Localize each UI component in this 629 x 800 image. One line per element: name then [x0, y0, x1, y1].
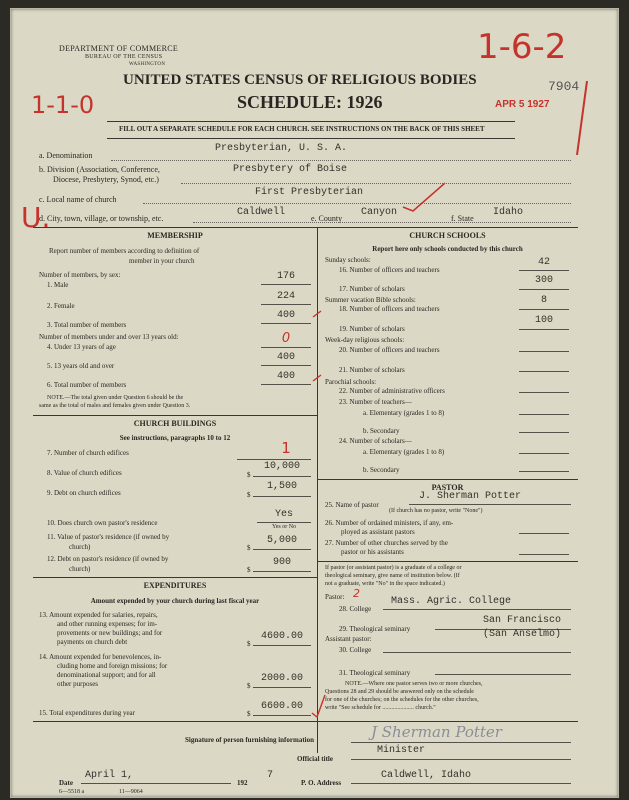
buildings-intro: See instructions, paragraphs 10 to 12	[119, 434, 231, 442]
q3-value: 400	[276, 310, 295, 321]
q21-label: 21. Number of scholars	[339, 366, 405, 374]
instructions: FILL OUT A SEPARATE SCHEDULE FOR EACH CHURCH. SEE INSTRUCTIONS ON THE BACK OF THIS SHEET	[119, 125, 485, 133]
q4-value: 0	[281, 331, 291, 346]
q23b-label: b. Secondary	[363, 427, 400, 435]
q14-label-3: denominational support; and for all	[57, 671, 156, 679]
pastor-mark: 2	[353, 587, 360, 600]
q19-label: 19. Number of scholars	[339, 325, 405, 333]
q14-label-2: cluding home and foreign missions; for	[57, 662, 168, 670]
q18-label: 18. Number of officers and teachers	[339, 305, 440, 313]
q5-value: 400	[276, 352, 295, 363]
q29-value-2: (San Anselmo)	[483, 629, 562, 640]
census-form	[10, 8, 619, 798]
pastor-note-2: Questions 28 and 29 should be answered only on the schedule	[325, 689, 474, 695]
q17-label: 17. Number of scholars	[339, 285, 405, 293]
pastor-heading: PASTOR	[431, 483, 464, 492]
annotation-top-right: 1-6-2	[477, 27, 567, 67]
county-label: e. County	[311, 214, 343, 223]
q13-label-2: and other running expenses; for im-	[57, 620, 158, 628]
summer-schools: Summer vacation Bible schools:	[325, 296, 416, 304]
q8-value: 10,000	[263, 461, 300, 472]
q27-label-1: 27. Number of other churches served by the	[325, 539, 448, 547]
q12-value: 900	[272, 557, 291, 568]
q3-label: 3. Total number of members	[47, 321, 127, 329]
date-label: Date	[59, 779, 73, 787]
division-label: b. Division (Association, Conference,	[39, 165, 160, 174]
q31-label: 31. Theological seminary	[339, 669, 411, 677]
q16-label: 16. Number of officers and teachers	[339, 266, 440, 274]
q8-label: 8. Value of church edifices	[47, 469, 122, 477]
q7-value: 1	[281, 439, 291, 457]
schools-intro: Report here only schools conducted by this church	[372, 245, 523, 253]
q7-label: 7. Number of church edifices	[47, 449, 129, 457]
q10-label: 10. Does church own pastor's residence	[47, 519, 158, 527]
q29-label: 29. Theological seminary	[339, 625, 411, 633]
q13-label-1: 13. Amount expended for salaries, repairs,	[39, 611, 158, 619]
membership-note-1: NOTE.—The total given under Question 6 should be the	[47, 395, 184, 401]
q9-label: 9. Debt on church edifices	[47, 489, 121, 497]
official-title: Minister	[377, 745, 426, 756]
q11-value: 5,000	[266, 535, 297, 546]
graduate-note-1: If pastor (or assistant pastor) is a graduate of a college or	[325, 565, 462, 571]
red-tick-marks	[311, 303, 325, 393]
year-digit: 7	[267, 770, 274, 781]
membership-note-2: same as the total of males and females given under Question 3.	[39, 403, 191, 409]
buildings-heading: CHURCH BUILDINGS	[133, 419, 217, 428]
check-mark-county	[399, 179, 449, 214]
q14-dollar: $	[247, 682, 251, 690]
q13-dollar: $	[247, 640, 251, 648]
membership-heading: MEMBERSHIP	[147, 231, 203, 240]
q20-label: 20. Number of officers and teachers	[339, 346, 440, 354]
pastor-note-3: for one of the churches; on the schedules for the other churches,	[325, 697, 479, 703]
q15-label: 15. Total expenditures during year	[39, 709, 135, 717]
q8-dollar: $	[247, 471, 251, 479]
bureau: BUREAU OF THE CENSUS	[85, 54, 163, 60]
members-by-sex: Number of members, by sex:	[39, 271, 121, 279]
print-number: 11—9064	[119, 789, 143, 795]
q2-label: 2. Female	[47, 302, 75, 310]
parochial-schools: Parochial schools:	[325, 378, 377, 386]
q11-label-1: 11. Value of pastor's residence (if owned by	[47, 533, 170, 541]
division-label-2: Diocese, Presbytery, Synod, etc.)	[53, 175, 159, 184]
red-margin-stroke	[571, 79, 593, 159]
q6-label: 6. Total number of members	[47, 381, 127, 389]
po-address-label: P. O. Address	[301, 779, 342, 787]
q13-label-4: payments on church debt	[57, 638, 128, 646]
po-address: Caldwell, Idaho	[381, 770, 472, 781]
state-value: Idaho	[493, 207, 524, 218]
official-title-label: Official title	[297, 755, 333, 763]
denomination-label: a. Denomination	[39, 151, 93, 160]
assistant-pastor-label: Assistant pastor:	[325, 635, 372, 643]
sunday-schools: Sunday schools:	[325, 256, 371, 264]
q30-label: 30. College	[339, 646, 372, 654]
q1-value: 176	[276, 271, 295, 282]
q24a-label: a. Elementary (grades 1 to 8)	[363, 448, 445, 456]
department: DEPARTMENT OF COMMERCE	[59, 44, 179, 53]
q12-dollar: $	[247, 566, 251, 574]
q1-label: 1. Male	[47, 281, 69, 289]
q14-label-4: other purposes	[57, 680, 99, 688]
q25-label: 25. Name of pastor	[325, 501, 379, 509]
annotation-top-left: 1-1-0	[31, 91, 95, 119]
pastor-note-4: write "See schedule for ..................... church."	[325, 705, 436, 711]
form-number: 6—5518 a	[59, 789, 85, 795]
graduate-note-2: theological seminary, give name of institution below. (If	[325, 573, 460, 579]
q18-value: 8	[540, 295, 547, 306]
city-value: Caldwell	[237, 207, 286, 218]
q24b-label: b. Secondary	[363, 466, 400, 474]
q9-value: 1,500	[266, 481, 297, 492]
q23a-label: a. Elementary (grades 1 to 8)	[363, 409, 445, 417]
q23-label: 23. Number of teachers—	[339, 398, 412, 406]
q28-label: 28. College	[339, 605, 372, 613]
pastor-note-1: NOTE.—Where one pastor serves two or more churches,	[345, 681, 483, 687]
denomination-value: Presbyterian, U. S. A.	[215, 143, 348, 154]
county-value: Canyon	[361, 207, 398, 218]
members-by-age: Number of members under and over 13 years old:	[39, 333, 179, 341]
q24-label: 24. Number of scholars—	[339, 437, 412, 445]
expenditures-heading: EXPENDITURES	[143, 581, 207, 590]
membership-intro-2: member in your church	[129, 257, 195, 265]
weekday-schools: Week-day religious schools:	[325, 336, 405, 344]
q22-label: 22. Number of administrative officers	[339, 387, 445, 395]
form-title: UNITED STATES CENSUS OF RELIGIOUS BODIES	[123, 72, 477, 88]
signature: J Sherman Potter	[371, 723, 502, 741]
q17-value: 300	[534, 275, 553, 286]
q12-label-1: 12. Debt on pastor's residence (if owned by	[47, 555, 169, 563]
q13-label-3: provements or new buildings; and for	[57, 629, 163, 637]
annotation-margin-letter: U.	[21, 201, 51, 234]
q14-value: 2000.00	[260, 673, 303, 684]
q9-dollar: $	[247, 491, 251, 499]
stamp-number: 7904	[548, 79, 580, 94]
city-label: d. City, town, village, or township, etc.	[39, 214, 164, 223]
membership-intro-1: Report number of members according to definition of	[49, 247, 200, 255]
state-label: f. State	[451, 214, 474, 223]
q15-value: 6600.00	[260, 701, 303, 712]
q25-hint: (If church has no pastor, write "None")	[389, 508, 483, 514]
q6-value: 400	[276, 371, 295, 382]
q11-dollar: $	[247, 544, 251, 552]
year-prefix: 192	[237, 779, 248, 787]
q19-value: 100	[534, 315, 553, 326]
q25-value: J. Sherman Potter	[419, 491, 522, 502]
q15-dollar: $	[247, 710, 251, 718]
q12-label-2: church)	[69, 565, 91, 573]
graduate-note-3: not a graduate, write "No" in the space indicated.)	[325, 581, 445, 587]
q5-label: 5. 13 years old and over	[47, 362, 115, 370]
q16-value: 42	[537, 257, 550, 268]
date-value: April 1,	[85, 770, 134, 781]
local-name-value: First Presbyterian	[255, 187, 364, 198]
local-name-label: c. Local name of church	[39, 195, 117, 204]
q29-value: San Francisco	[483, 615, 562, 626]
city: WASHINGTON	[129, 62, 166, 67]
q10-hint: Yes or No	[271, 524, 297, 530]
q11-label-2: church)	[69, 543, 91, 551]
form-subtitle: SCHEDULE: 1926	[237, 92, 383, 112]
q4-label: 4. Under 13 years of age	[47, 343, 116, 351]
q27-label-2: pastor or his assistants	[341, 548, 404, 556]
q26-label-1: 26. Number of ordained ministers, if any, em-	[325, 519, 454, 527]
schools-heading: CHURCH SCHOOLS	[409, 231, 486, 240]
q14-label-1: 14. Amount expended for benevolences, in-	[39, 653, 162, 661]
q10-value: Yes	[274, 509, 293, 520]
pastor-label: Pastor:	[325, 593, 345, 601]
q13-value: 4600.00	[260, 631, 303, 642]
q2-value: 224	[276, 291, 295, 302]
division-value: Presbytery of Boise	[233, 164, 348, 175]
q26-label-2: ployed as assistant pastors	[341, 528, 415, 536]
signature-label: Signature of person furnishing information	[185, 736, 314, 744]
q28-value: Mass. Agric. College	[391, 596, 512, 607]
expenditures-intro: Amount expended by your church during last fiscal year	[90, 597, 260, 605]
stamp-date: APR 5 1927	[495, 99, 550, 110]
